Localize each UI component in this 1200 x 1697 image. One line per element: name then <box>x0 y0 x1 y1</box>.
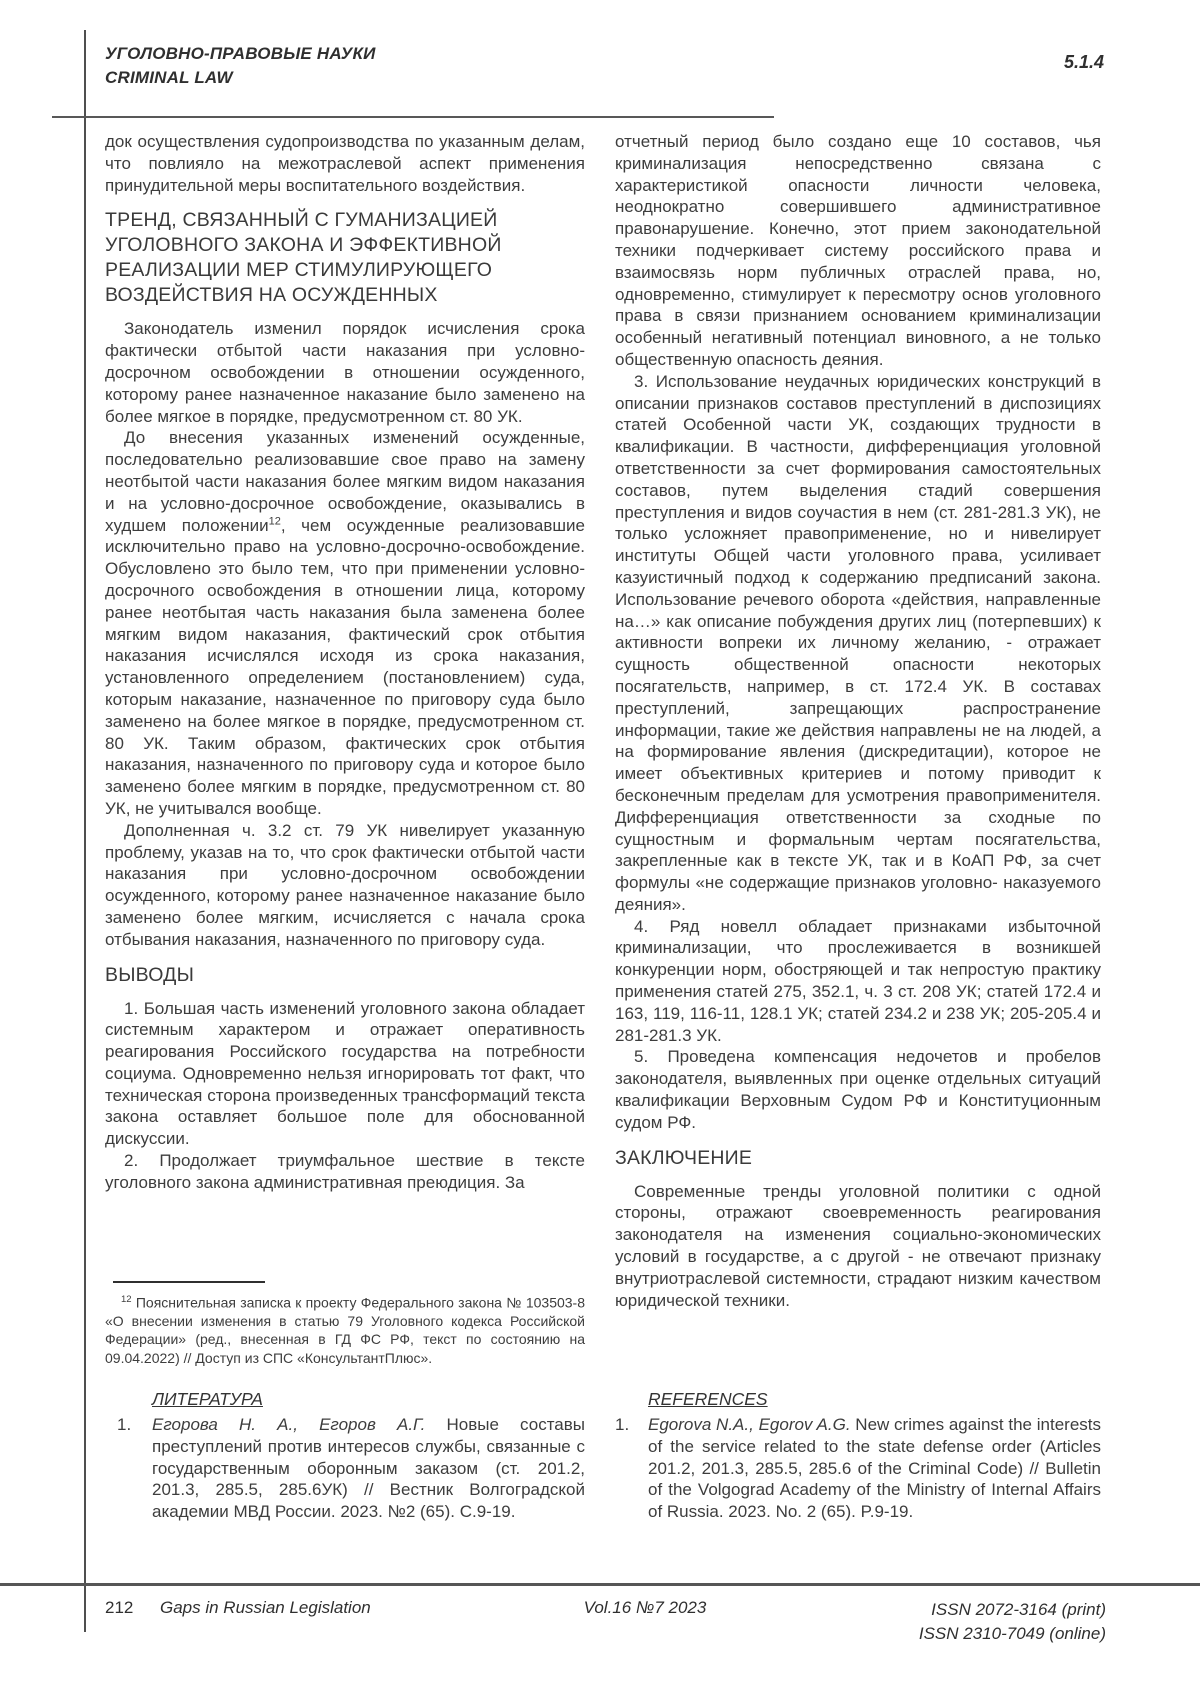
footnote-text <box>105 1291 585 1367</box>
references-item-text: New crimes against the interests of the service related to the state defense order (Articles 201.2, 201.3, 285.5, 285.6 of the Criminal Code) // Bulletin of the Volgograd Academy of the Ministry of Internal Affairs of Russia. 2023. No. 2 (65). P.9-19. <box>648 1415 1101 1522</box>
journal-title: Gaps in Russian Legislation <box>160 1598 371 1617</box>
footnote-block <box>105 1281 585 1367</box>
conclusion-item-2: 2. Продолжает триумфальное шествие в тексте уголовного закона административная преюдиция. За <box>105 1151 585 1192</box>
left-column <box>105 131 585 1599</box>
literature-item-text: Новые составы преступлений против интересов службы, связанные с государственным оборонным заказом (ст. 201.2, 201.3, 285.5, 285.6УК) // Вестник Волгоградской академии МВД России. 2023. №2 (65). С.9-19. <box>152 1415 585 1522</box>
right-column <box>615 131 1101 1599</box>
issn-print: ISSN 2072-3164 (print) <box>931 1600 1106 1619</box>
section-heading-trend: ТРЕНД, СВЯЗАННЫЙ С ГУМАНИЗАЦИЕЙ УГОЛОВНОГО ЗАКОНА И ЭФФЕКТИВНОЙ РЕАЛИЗАЦИИ МЕР СТИМУЛИРУЮЩЕГО ВОЗДЕЙСТВИЯ НА ОСУЖДЕННЫХ <box>105 209 502 307</box>
issue-info: Vol.16 №7 2023 <box>583 1598 707 1617</box>
section-heading-conclusions: ВЫВОДЫ <box>105 963 195 986</box>
issn-online: ISSN 2310-7049 (online) <box>918 1624 1106 1643</box>
references-item-number: 1. <box>615 1415 630 1434</box>
literature-item-authors: Егорова Н. А., Егоров А.Г. <box>152 1415 426 1434</box>
conclusion-item-4: 4. Ряд новелл обладает признаками избыточной криминализации, что прослеживается в возникшей конкуренции норм, обостряющей и так непростую практику применения статей 275, 352.1, ч. 3 ст. 208 УК; статей 172.4 и 163, 119, 116-11, 128.1 УК; статей 234.2 и 238 УК; 205-205.4 и 281-281.3 УК. <box>615 916 1101 1045</box>
conclusion-item-5: 5. Проведена компенсация недочетов и пробелов законодателя, выявленных при оценке отдельных ситуаций квалификации Верховным Судом РФ и Конституционным судом РФ. <box>615 1047 1101 1132</box>
references-heading: REFERENCES <box>648 1389 768 1409</box>
paragraph-amendments-text-cont: , чем осужденные реализовавшие исключительно право на условно-досрочно-освобождение. Обусловлено это было тем, что при применении условно-досрочного освобождения в отношении лица, которому ранее неотбытая часть наказания была заменена более мягким видом наказания, фактический срок отбытия наказания исчислялся исходя из срока наказания, установленного определением (постановлением) суда, которым наказание, назначенное по приговору суда было заменено на более мягкое в порядке, предусмотренном ст. 80 УК. Таким образом, фактических срок отбытия наказания, назначенного по приговору суда и которое было заменено более мягким в порядке, предусмотренном ст. 80 УК, не учитывался вообще. <box>105 515 585 818</box>
conclusion-item-3: 3. Использование неудачных юридических конструкций в описании признаков составов преступлений в диспозициях статей Особенной части УК, создающих трудности в квалификации. В частности, дифференциация уголовной ответственности за счет формирования самостоятельных составов, путем выделения стадий совершения преступления и видов соучастия в нем (ст. 281-281.3 УК), не только усложняет правоприменение, но и нивелирует институты Общей части уголовного права, усиливает казуистичный подход к содержанию предписаний закона. Использование речевого оборота «действия, направленные на…» как описание побуждения других лиц (потерпевших) к активности вопреки их личному желанию, - отражает сущность общественной опасности некоторых посягательств, например, в ст. 172.4 УК. В составах преступлений, запрещающих распространение информации, такие же действия направлены не на людей, а на формирование явления (дискредитации), которое не имеет объективных критериев и потому приводит к бесконечным пределам для усмотрения правоприменителя. Дифференциация ответственности за сходные по сущностным и формальным чертам посягательства, закрепленные как в тексте УК, так и в КоАП РФ, за счет формулы «не содержащие признаков уголовно- наказуемого деяния». <box>615 371 1101 914</box>
issn-block <box>919 1598 1106 1646</box>
literature-item-number: 1. <box>117 1415 132 1434</box>
continuation-paragraph: док осуществления судопроизводства по указанным делам, что повлияло на межотраслевой аспект применения принудительной меры воспитательного воздействия. <box>105 132 585 195</box>
literature-section <box>105 1389 585 1523</box>
literature-item <box>105 1414 585 1523</box>
footnote-reference-marker: 12 <box>268 514 281 527</box>
references-item-authors: Egorova N.A., Egorov A.G. <box>648 1415 851 1434</box>
paragraph-amendments <box>105 427 585 819</box>
section-heading-final: ЗАКЛЮЧЕНИЕ <box>615 1146 753 1169</box>
classifier-code: 5.1.4 <box>1063 52 1104 72</box>
rubric-ru: УГОЛОВНО-ПРАВОВЫЕ НАУКИ <box>105 44 376 63</box>
references-item <box>615 1414 1101 1523</box>
footnote-rule <box>113 1281 265 1283</box>
footnote-body: Пояснительная записка к проекту Федерального закона № 103503-8 «О внесении изменения в статью 79 Уголовного кодекса Российской Федерации» (ред., внесенная в ГД ФС РФ, текст по состоянию на 09.04.2022) // Доступ из СПС «КонсультантПлюс». <box>105 1294 586 1366</box>
rubric-en: CRIMINAL LAW <box>105 68 233 87</box>
two-column-body <box>105 131 1101 1599</box>
paragraph-lawmaker: Законодатель изменил порядок исчисления срока фактически отбытой части наказания при условно-досрочном освобождении в отношении осужденного, которому ранее назначенное наказание было заменено на более мягкое в порядке, предусмотренном ст. 80 УК. <box>105 319 585 426</box>
paragraph-supplemented: Дополненная ч. 3.2 ст. 79 УК нивелирует указанную проблему, указав на то, что срок фактически отбытой части наказания при условно-досрочном освобождении осужденного, которому ранее назначенное наказание было заменено более мягким, исчисляется с начала срока отбывания наказания, назначенного по приговору суда. <box>105 820 585 949</box>
page-header <box>105 42 376 90</box>
final-paragraph: Современные тренды уголовной политики с одной стороны, отражают своевременность реагирования законодателя на изменения социально-экономических условий в государстве, а с другой - не отвечают признаку внутриотраслевой системности, страдают низким качеством юридической техники. <box>615 1181 1101 1310</box>
references-section <box>615 1389 1101 1523</box>
paragraph-amendments-text: До внесения указанных изменений осужденные, последовательно реализовавшие свое право на замену неотбытой части наказания более мягким видом наказания и на условно-досрочное освобождение, оказывались в худшем положении <box>105 428 585 535</box>
literature-heading: ЛИТЕРАТУРА <box>152 1389 263 1409</box>
footnote-marker: 12 <box>121 1294 132 1305</box>
page-number: 212 <box>105 1598 134 1617</box>
continuation-paragraph-right: отчетный период было создано еще 10 составов, чья криминализация непосредственно связана с характеристикой опасности личности человека, неоднократно совершившего административное правонарушение. Конечно, этот прием законодательной техники подчеркивает систему российского права и взаимосвязь норм публичных отраслей права, но, одновременно, стимулирует к пересмотру основ уголовного права в связи признанием основанием криминализации особенный негативный потенциал виновного, а не только общественную опасность деяния. <box>615 132 1101 369</box>
header-rule <box>52 116 774 118</box>
conclusion-item-1: 1. Большая часть изменений уголовного закона обладает системным характером и отражает оперативность реагирования Российского государства на потребности социума. Одновременно нельзя игнорировать тот факт, что техническая сторона произведенных трансформаций текста закона оставляет большое поле для обоснованной дискуссии. <box>105 998 585 1149</box>
footer-rule <box>0 1583 1200 1586</box>
page-footer <box>105 1596 1106 1656</box>
left-margin-rule <box>84 30 86 1632</box>
